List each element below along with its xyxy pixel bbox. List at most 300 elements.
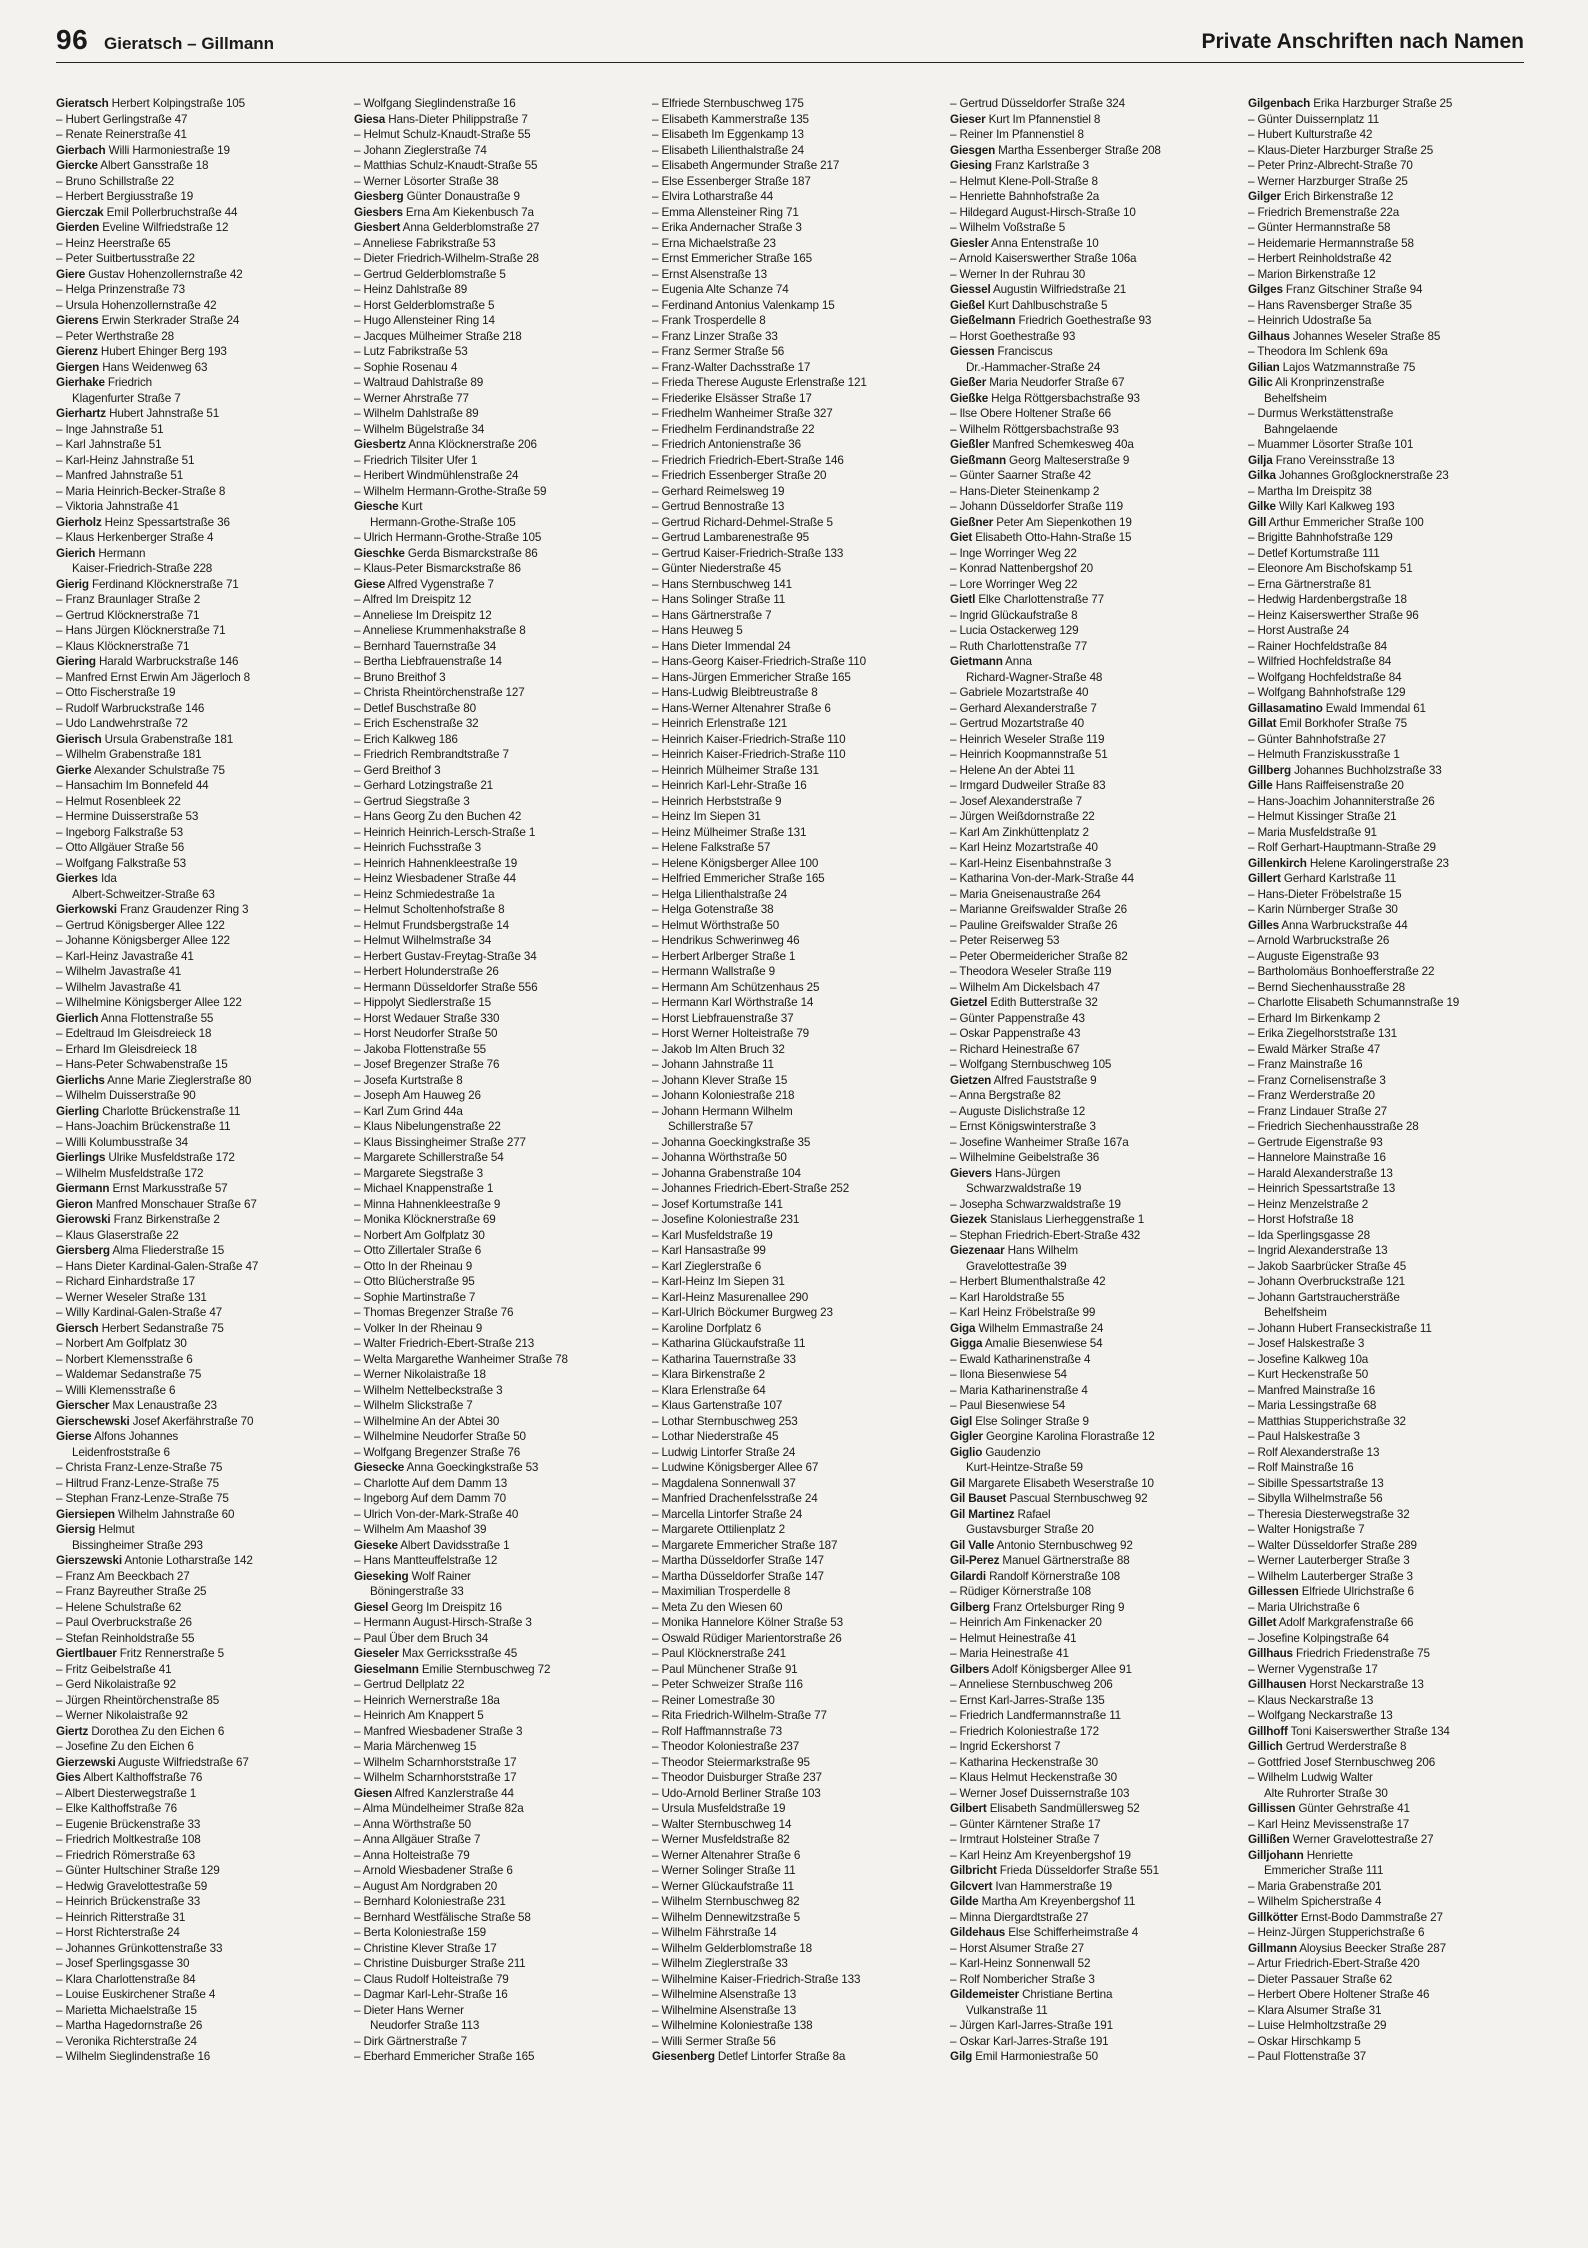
entry-detail: – Arnold Warbruckstraße 26	[1248, 934, 1390, 947]
directory-entry	[652, 592, 936, 608]
entry-detail: – Walter Sternbuschweg 14	[652, 1817, 792, 1831]
entry-detail: – Jakoba Flottenstraße 55	[354, 1042, 487, 1056]
directory-entry	[652, 1987, 936, 2003]
entry-detail: – Wolfgang Sieglindenstraße 16	[354, 97, 516, 110]
directory-entry	[56, 1321, 340, 1337]
directory-entry	[56, 1119, 340, 1135]
entry-detail: Helmut	[95, 1523, 135, 1536]
directory-entry	[950, 902, 1234, 918]
entry-detail: – Emma Allensteiner Ring 71	[652, 205, 799, 219]
entry-detail: – Helfried Emmericher Straße 165	[652, 872, 825, 885]
directory-entry	[1248, 608, 1532, 624]
entry-detail: – Anna Wörthstraße 50	[354, 1817, 472, 1831]
directory-entry	[950, 1259, 1234, 1275]
directory-entry	[1248, 344, 1532, 360]
entry-detail: – Josefine Zu den Eichen 6	[56, 1740, 194, 1753]
directory-entry	[354, 1646, 638, 1662]
entry-surname: Giering	[56, 655, 96, 668]
entry-detail: – Hans Heuweg 5	[652, 624, 743, 637]
directory-entry	[950, 592, 1234, 608]
directory-entry	[950, 809, 1234, 825]
entry-detail: Johannes Großglocknerstraße 23	[1275, 469, 1449, 482]
directory-entry	[56, 546, 340, 562]
directory-entry	[652, 546, 936, 562]
entry-detail: – Wilfried Hochfeldstraße 84	[1248, 655, 1392, 668]
directory-entry	[1248, 298, 1532, 314]
entry-detail: – Marianne Greifswalder Straße 26	[950, 903, 1127, 916]
entry-detail: – Hans Ravensberger Straße 35	[1248, 298, 1412, 312]
entry-detail: Johannes Weseler Straße 85	[1289, 329, 1441, 343]
directory-entry	[56, 685, 340, 701]
entry-detail: – Helene Falkstraße 57	[652, 841, 771, 854]
directory-entry	[56, 887, 340, 903]
directory-entry	[652, 1414, 936, 1430]
directory-entry	[652, 220, 936, 236]
entry-detail: – Heinrich Hahnenkleestraße 19	[354, 856, 518, 870]
entry-surname: Giesecke	[354, 1461, 405, 1474]
directory-entry	[56, 96, 340, 112]
entry-detail: Erna Am Kiekenbusch 7a	[402, 205, 534, 219]
entry-surname: Gies	[56, 1771, 81, 1784]
directory-entry	[354, 654, 638, 670]
entry-detail: – Eleonore Am Bischofskamp 51	[1248, 562, 1413, 575]
directory-entry	[652, 127, 936, 143]
entry-detail: Leidenfroststraße 6	[72, 1445, 170, 1459]
directory-entry	[354, 2003, 638, 2019]
entry-detail: – Klaus Neckarstraße 13	[1248, 1693, 1374, 1707]
page-name-range: Gieratsch – Gillmann	[104, 34, 275, 53]
entry-detail: – Johann Gartstrauchersträße	[1248, 1290, 1400, 1304]
directory-entry	[56, 577, 340, 593]
directory-entry	[56, 1042, 340, 1058]
directory-entry	[950, 763, 1234, 779]
entry-detail: – Marcella Lintorfer Straße 24	[652, 1507, 803, 1521]
directory-entry	[950, 840, 1234, 856]
entry-detail: Erwin Sterkrader Straße 24	[98, 314, 240, 327]
directory-entry	[652, 747, 936, 763]
entry-detail: Emilie Sternbuschweg 72	[418, 1662, 551, 1676]
directory-entry	[56, 205, 340, 221]
directory-entry	[950, 1569, 1234, 1585]
entry-surname: Giga	[950, 1321, 976, 1335]
entry-detail: – Karl-Heinz Im Siepen 31	[652, 1275, 785, 1288]
directory-entry	[950, 1553, 1234, 1569]
entry-detail: – Wilhelm Spicherstraße 4	[1248, 1895, 1382, 1908]
entry-surname: Gildehaus	[950, 1926, 1006, 1939]
directory-entry	[354, 1305, 638, 1321]
entry-detail: – Gertrud Königsberger Allee 122	[56, 918, 225, 932]
entry-detail: – Heinz-Jürgen Stupperichstraße 6	[1248, 1926, 1425, 1939]
directory-entry	[950, 1491, 1234, 1507]
directory-entry	[354, 1507, 638, 1523]
entry-detail: – Hippolyt Siedlerstraße 15	[354, 996, 491, 1009]
directory-entry	[652, 1398, 936, 1414]
entry-detail: – Wilhelm Dahlstraße 89	[354, 407, 479, 420]
directory-entry	[354, 1088, 638, 1104]
entry-detail: Franz Ortelsburger Ring 9	[989, 1600, 1125, 1614]
directory-entry	[1248, 1073, 1532, 1089]
entry-detail: – Heinrich Kaiser-Friedrich-Straße 110	[652, 748, 846, 761]
directory-entry	[1248, 1057, 1532, 1073]
directory-entry	[652, 1119, 936, 1135]
entry-detail: – Matthias Schulz-Knaudt-Straße 55	[354, 159, 538, 172]
entry-detail: – Heinz Dahlstraße 89	[354, 283, 468, 296]
directory-entry	[354, 1104, 638, 1120]
directory-entry	[1248, 112, 1532, 128]
entry-detail: – Klaus Herkenberger Straße 4	[56, 531, 214, 544]
directory-entry	[354, 1150, 638, 1166]
entry-detail: – Renate Reinerstraße 41	[56, 128, 187, 141]
entry-detail: – Franz Lindauer Straße 27	[1248, 1104, 1388, 1118]
directory-entry	[652, 716, 936, 732]
directory-entry	[1248, 794, 1532, 810]
entry-surname: Gillich	[1248, 1740, 1283, 1753]
entry-detail: – Bertha Liebfrauenstraße 14	[354, 655, 502, 668]
directory-entry	[1248, 1212, 1532, 1228]
entry-detail: – Klara Erlenstraße 64	[652, 1383, 766, 1397]
directory-entry	[1248, 375, 1532, 391]
directory-entry	[652, 437, 936, 453]
entry-detail: – Magdalena Sonnenwall 37	[652, 1476, 796, 1490]
entry-detail: – Reiner Im Pfannenstiel 8	[950, 128, 1084, 141]
entry-detail: – Heinz Im Siepen 31	[652, 810, 761, 823]
directory-entry	[1248, 1817, 1532, 1833]
entry-detail: Franciscus	[994, 345, 1053, 358]
entry-detail: – Fritz Geibelstraße 41	[56, 1662, 172, 1676]
directory-entry	[56, 1755, 340, 1771]
directory-entry	[652, 639, 936, 655]
entry-detail: – Otto In der Rheinau 9	[354, 1259, 473, 1273]
entry-detail: – Johann Overbruckstraße 121	[1248, 1275, 1405, 1288]
directory-entry	[652, 902, 936, 918]
directory-entry	[1248, 840, 1532, 856]
entry-detail: – Johanne Königsberger Allee 122	[56, 934, 230, 947]
entry-detail: – Bruno Breithof 3	[354, 670, 446, 684]
entry-detail: Klagenfurter Straße 7	[72, 391, 181, 405]
directory-entry	[1248, 1615, 1532, 1631]
directory-entry	[56, 1429, 340, 1445]
entry-detail: – Günter Niederstraße 45	[652, 562, 781, 575]
directory-entry	[56, 1879, 340, 1895]
directory-entry	[1248, 1770, 1532, 1786]
directory-entry	[950, 1832, 1234, 1848]
entry-detail: – Heinrich Wernerstraße 18a	[354, 1693, 500, 1707]
directory-entry	[1248, 1941, 1532, 1957]
entry-detail: Behelfsheim	[1264, 1306, 1327, 1319]
directory-entry	[652, 96, 936, 112]
directory-entry	[652, 1336, 936, 1352]
directory-entry	[56, 1274, 340, 1290]
directory-entry	[1248, 1724, 1532, 1740]
entry-detail: – Horst Liebfrauenstraße 37	[652, 1011, 794, 1025]
entry-surname: Gierschewski	[56, 1414, 130, 1428]
entry-detail: – Norbert Klemensstraße 6	[56, 1352, 193, 1366]
directory-entry	[950, 995, 1234, 1011]
entry-detail: – Helmut Heinestraße 41	[950, 1631, 1077, 1645]
entry-detail: – Anna Bergstraße 82	[950, 1089, 1061, 1102]
entry-detail: – Karl Haroldstraße 55	[950, 1290, 1065, 1304]
directory-entry	[1248, 1677, 1532, 1693]
directory-entry	[1248, 747, 1532, 763]
entry-surname: Giercke	[56, 159, 98, 172]
entry-detail: – Klaus Nibelungenstraße 22	[354, 1120, 501, 1133]
entry-detail: Rafael	[1014, 1507, 1051, 1521]
entry-detail: – Hermann Wallstraße 9	[652, 965, 775, 978]
entry-detail: – Heinz Mülheimer Straße 131	[652, 825, 807, 839]
entry-detail: – Elfriede Sternbuschweg 175	[652, 97, 804, 110]
entry-detail: – Helmut Frundsbergstraße 14	[354, 918, 509, 932]
entry-surname: Giermann	[56, 1182, 110, 1195]
directory-entry	[354, 1708, 638, 1724]
entry-detail: – Eugenie Brückenstraße 33	[56, 1817, 201, 1831]
directory-entry	[354, 453, 638, 469]
entry-detail: Friedrich Goethestraße 93	[1015, 314, 1152, 327]
entry-detail: Ewald Immendal 61	[1322, 701, 1426, 715]
entry-detail: – Werner Lösorter Straße 38	[354, 174, 499, 188]
directory-entry	[950, 1786, 1234, 1802]
entry-detail: – Hans Jürgen Klöcknerstraße 71	[56, 624, 226, 637]
directory-entry	[354, 577, 638, 593]
directory-entry	[1248, 1026, 1532, 1042]
directory-entry	[1248, 1119, 1532, 1135]
entry-detail: – Ernst Alsenstraße 13	[652, 267, 767, 281]
entry-detail: – Ulrich Hermann-Grothe-Straße 105	[354, 531, 542, 544]
entry-surname: Gillhoff	[1248, 1724, 1288, 1738]
entry-detail: – Horst Goethestraße 93	[950, 329, 1076, 343]
entry-detail: – Hedwig Hardenbergstraße 18	[1248, 593, 1407, 606]
entry-detail: – Günter Saarner Straße 42	[950, 469, 1091, 482]
directory-entry	[652, 949, 936, 965]
directory-entry	[1248, 1584, 1532, 1600]
directory-entry	[652, 422, 936, 438]
directory-entry	[1248, 561, 1532, 577]
entry-surname: Gilbricht	[950, 1864, 997, 1877]
entry-detail: – Hans-Joachim Brückenstraße 11	[56, 1120, 231, 1133]
entry-detail: – August Am Nordgraben 20	[354, 1879, 498, 1893]
entry-detail: – Artur Friedrich-Ebert-Straße 420	[1248, 1957, 1420, 1970]
directory-entry	[354, 1615, 638, 1631]
entry-detail: – Franz Linzer Straße 33	[652, 329, 778, 343]
directory-entry	[950, 2049, 1234, 2065]
entry-detail: – Karl-Heinz Eisenbahnstraße 3	[950, 856, 1112, 870]
entry-detail: – Helene Königsberger Allee 100	[652, 856, 819, 870]
entry-detail: – Udo-Arnold Berliner Straße 103	[652, 1786, 821, 1800]
entry-detail: – Hubert Kulturstraße 42	[1248, 128, 1373, 141]
entry-detail: – Margarete Siegstraße 3	[354, 1166, 483, 1180]
directory-entry	[354, 1073, 638, 1089]
entry-detail: – Rolf Nombericher Straße 3	[950, 1972, 1095, 1986]
directory-entry	[1248, 732, 1532, 748]
directory-entry	[950, 344, 1234, 360]
entry-detail: – Edeltraud Im Gleisdreieck 18	[56, 1027, 212, 1040]
entry-detail: – Peter Reiserweg 53	[950, 934, 1060, 947]
directory-entry	[354, 1367, 638, 1383]
page-header	[56, 22, 1524, 63]
directory-entry	[354, 96, 638, 112]
directory-entry	[1248, 1305, 1532, 1321]
directory-entry	[652, 1026, 936, 1042]
directory-entry	[950, 391, 1234, 407]
directory-entry	[56, 1073, 340, 1089]
entry-detail: – Berta Koloniestraße 159	[354, 1926, 487, 1939]
directory-entry	[950, 747, 1234, 763]
directory-entry	[1248, 871, 1532, 887]
directory-entry	[652, 267, 936, 283]
directory-entry	[1248, 1786, 1532, 1802]
directory-entry	[950, 1181, 1234, 1197]
entry-detail: Ferdinand Klöcknerstraße 71	[88, 577, 239, 591]
entry-detail: – Wilhelm Scharnhorststraße 17	[354, 1755, 517, 1769]
entry-detail: Alfred Vygenstraße 7	[385, 577, 494, 591]
directory-entry	[56, 1491, 340, 1507]
directory-entry	[56, 654, 340, 670]
entry-detail: – Helmut Schulz-Knaudt-Straße 55	[354, 128, 531, 141]
entry-detail: Kurt Im Pfannenstiel 8	[985, 112, 1101, 126]
directory-entry	[354, 716, 638, 732]
directory-entry	[950, 639, 1234, 655]
entry-detail: – Hans Solinger Straße 11	[652, 593, 786, 606]
directory-entry	[652, 1569, 936, 1585]
entry-detail: – Matthias Stupperichstraße 32	[1248, 1414, 1406, 1428]
entry-detail: – Martha Düsseldorfer Straße 147	[652, 1569, 824, 1583]
entry-detail: – Friedhelm Ferdinandstraße 22	[652, 422, 815, 436]
entry-detail: – Gerhard Lotzingstraße 21	[354, 779, 494, 792]
directory-entry	[1248, 1925, 1532, 1941]
directory-entry	[354, 1026, 638, 1042]
entry-surname: Gieser	[950, 112, 986, 126]
directory-entry	[56, 1259, 340, 1275]
entry-detail: – Wilhelm Scharnhorststraße 17	[354, 1771, 517, 1784]
entry-surname: Gießer	[950, 376, 987, 389]
entry-detail: Frieda Düsseldorfer Straße 551	[996, 1864, 1159, 1877]
entry-detail: Ernst-Bodo Dammstraße 27	[1297, 1910, 1443, 1924]
directory-entry	[354, 1476, 638, 1492]
entry-detail: Christiane Bertina	[1019, 1988, 1113, 2001]
directory-entry	[354, 127, 638, 143]
directory-entry	[1248, 267, 1532, 283]
entry-detail: – Werner Nikolaistraße 92	[56, 1709, 188, 1722]
entry-surname: Gierens	[56, 314, 99, 327]
directory-entry	[56, 964, 340, 980]
entry-detail: – Erna Gärtnerstraße 81	[1248, 577, 1372, 591]
entry-detail: – Klara Alsumer Straße 31	[1248, 2003, 1382, 2017]
directory-entry	[56, 794, 340, 810]
entry-detail: – Waltraud Dahlstraße 89	[354, 376, 484, 389]
entry-surname: Giessel	[950, 283, 991, 296]
directory-entry	[354, 1956, 638, 1972]
directory-entry	[56, 980, 340, 996]
entry-detail: Pascual Sternbuschweg 92	[1006, 1492, 1148, 1505]
entry-detail: – Bernhard Koloniestraße 231	[354, 1895, 506, 1908]
directory-entry	[1248, 1321, 1532, 1337]
entry-detail: Johannes Buchholzstraße 33	[1290, 763, 1442, 777]
directory-entry	[950, 453, 1234, 469]
entry-detail: Albert Gansstraße 18	[97, 159, 209, 172]
entry-detail: Friedrich	[104, 376, 153, 389]
entry-surname: Gilka	[1248, 469, 1276, 482]
directory-entry	[56, 282, 340, 298]
entry-surname: Gierig	[56, 577, 89, 591]
entry-surname: Gierczak	[56, 205, 104, 219]
entry-detail: – Arnold Kaiserswerther Straße 106a	[950, 252, 1137, 265]
entry-detail: – Horst Hofstraße 18	[1248, 1213, 1354, 1226]
entry-detail: – Ferdinand Antonius Valenkamp 15	[652, 298, 835, 312]
entry-detail: – Heinrich Weseler Straße 119	[950, 732, 1105, 746]
entry-detail: – Margarete Emmericher Straße 187	[652, 1538, 838, 1552]
directory-entry	[950, 1228, 1234, 1244]
directory-entry	[1248, 360, 1532, 376]
entry-detail: Bissingheimer Straße 293	[72, 1538, 203, 1552]
directory-entry	[652, 840, 936, 856]
entry-detail: – Anneliese Fabrikstraße 53	[354, 236, 496, 250]
directory-entry	[354, 747, 638, 763]
entry-detail: – Hans Dieter Kardinal-Galen-Straße 47	[56, 1259, 259, 1273]
entry-detail: – Werner Glückaufstraße 11	[652, 1879, 794, 1893]
directory-entry	[56, 1832, 340, 1848]
entry-detail: – Welta Margarethe Wanheimer Straße 78	[354, 1352, 568, 1366]
entry-surname: Gieseking	[354, 1569, 409, 1583]
entry-detail: – Alma Mündelheimer Straße 82a	[354, 1802, 524, 1815]
directory-entry	[1248, 1104, 1532, 1120]
directory-entry	[652, 1259, 936, 1275]
directory-entry	[950, 298, 1234, 314]
directory-entry	[354, 1336, 638, 1352]
directory-entry	[950, 918, 1234, 934]
entry-detail: – Josefine Kalkweg 10a	[1248, 1352, 1369, 1366]
entry-detail: – Heinrich Heinrich-Lersch-Straße 1	[354, 825, 536, 839]
directory-entry	[950, 980, 1234, 996]
directory-entry	[950, 1507, 1234, 1523]
entry-surname: Gillissen	[1248, 1802, 1296, 1815]
entry-surname: Gießmann	[950, 453, 1006, 467]
directory-entry	[652, 1615, 936, 1631]
entry-detail: – Helga Prinzenstraße 73	[56, 283, 185, 296]
directory-entry	[56, 1972, 340, 1988]
entry-detail: Gerhard Karlstraße 11	[1280, 872, 1397, 885]
directory-entry	[354, 1693, 638, 1709]
entry-detail: – Oskar Karl-Jarres-Straße 191	[950, 2034, 1109, 2048]
directory-entry	[1248, 716, 1532, 732]
entry-detail: – Karl Musfeldstraße 19	[652, 1228, 773, 1242]
entry-detail: – Sibille Spessartstraße 13	[1248, 1476, 1384, 1490]
directory-entry	[56, 313, 340, 329]
entry-surname: Gillißen	[1248, 1833, 1290, 1846]
entry-detail: – Ulrich Von-der-Mark-Straße 40	[354, 1507, 519, 1521]
entry-detail: – Sophie Rosenau 4	[354, 360, 458, 374]
directory-entry	[652, 205, 936, 221]
entry-detail: – Heinz Menzelstraße 2	[1248, 1197, 1369, 1211]
entry-surname: Gierbach	[56, 143, 106, 157]
directory-entry	[652, 236, 936, 252]
directory-entry	[652, 484, 936, 500]
entry-surname: Giersiepen	[56, 1507, 115, 1521]
directory-entry	[56, 406, 340, 422]
entry-detail: – Wilhelmine An der Abtei 30	[354, 1414, 500, 1428]
column-4	[950, 96, 1234, 2226]
entry-detail: – Inge Jahnstraße 51	[56, 422, 164, 436]
entry-detail: Adolf Königsberger Allee 91	[989, 1662, 1132, 1676]
directory-entry	[652, 468, 936, 484]
entry-detail: – Wilhelm Sternbuschweg 82	[652, 1895, 800, 1908]
entry-detail: Schillerstraße 57	[668, 1120, 754, 1133]
entry-detail: – Wilhelm Gelderblomstraße 18	[652, 1941, 812, 1955]
entry-detail: – Viktoria Jahnstraße 41	[56, 500, 179, 513]
directory-entry	[354, 608, 638, 624]
entry-surname: Gil	[950, 1476, 966, 1490]
directory-entry	[354, 1197, 638, 1213]
directory-entry	[56, 701, 340, 717]
entry-detail: – Johanna Grabenstraße 104	[652, 1166, 801, 1180]
